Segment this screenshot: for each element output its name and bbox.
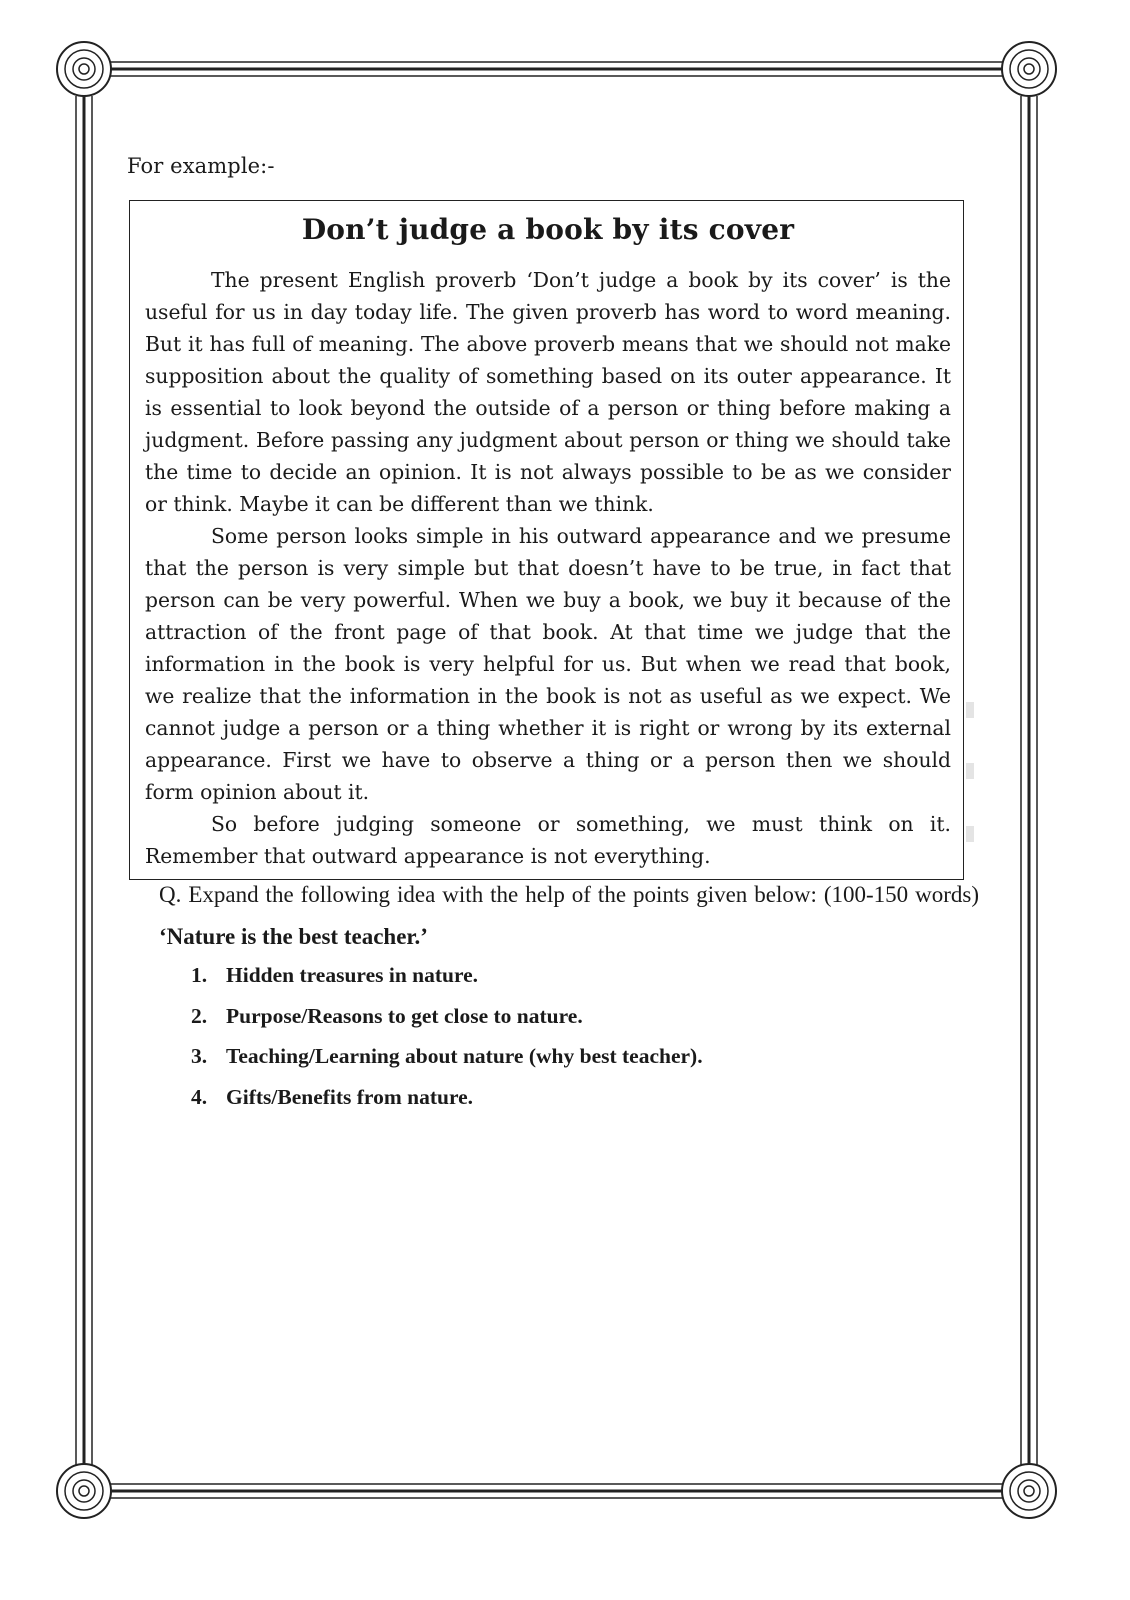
list-item bbox=[191, 996, 703, 1037]
point-number: 2. bbox=[191, 1003, 208, 1028]
essay-title: Don’t judge a book by its cover bbox=[301, 213, 795, 246]
list-item bbox=[191, 1036, 703, 1077]
corner-ornament-bottom-right bbox=[1002, 1464, 1056, 1518]
question-text: Q. Expand the following idea with the help of the points given below: (100-150 words) bbox=[159, 882, 979, 907]
essay-paragraph: Some person looks simple in his outward appearance and we presume that the person is very simple but that doesn’t have to be true, in fact that person can be very powerful. When we buy a book, we buy it because of the attraction of the front page of that book. At that time we judge that the information in the book is very helpful for us. But when we read that book, we realize that the information in the book is not as useful as we expect. We cannot judge a person or a thing whether it is right or wrong by its external appearance. First we have to observe a thing or a person then we should form opinion about it. bbox=[145, 524, 951, 804]
question-idea: ‘Nature is the best teacher.’ bbox=[159, 924, 428, 949]
point-number: 1. bbox=[191, 963, 208, 987]
corner-ornament-bottom-left bbox=[57, 1464, 111, 1518]
essay-paragraph: So before judging someone or something, we must think on it. Remember that outward appearance is not everything. bbox=[145, 812, 951, 868]
scan-artifact bbox=[966, 763, 974, 779]
point-number: 4. bbox=[191, 1084, 208, 1109]
intro-text: For example:- bbox=[127, 154, 275, 178]
scan-artifact bbox=[966, 702, 974, 718]
essay-paragraph: The present English proverb ‘Don’t judge a book by its cover’ is the useful for us in day today life. The given proverb has word to word meaning. But it has full of meaning. The above proverb means that we should not make supposition about the quality of something based on its outer appearance. It is essential to look beyond the outside of a person or thing before making a judgment. Before passing any judgment about person or thing we should take the time to decide an opinion. It is not always possible to be as we consider or think. Maybe it can be different than we think. bbox=[145, 268, 951, 516]
point-text: Gifts/Benefits from nature. bbox=[226, 1084, 474, 1109]
list-item bbox=[191, 955, 703, 996]
point-text: Hidden treasures in nature. bbox=[226, 963, 479, 987]
list-item bbox=[191, 1077, 703, 1118]
point-text: Teaching/Learning about nature (why best teacher). bbox=[226, 1044, 703, 1068]
question-prompt bbox=[159, 874, 979, 958]
points-list bbox=[191, 955, 703, 1117]
corner-ornament-top-left bbox=[57, 42, 111, 96]
point-text: Purpose/Reasons to get close to nature. bbox=[226, 1003, 583, 1028]
scan-artifact bbox=[966, 826, 974, 842]
corner-ornament-top-right bbox=[1002, 42, 1056, 96]
point-number: 3. bbox=[191, 1044, 208, 1068]
example-essay-box bbox=[129, 200, 964, 880]
